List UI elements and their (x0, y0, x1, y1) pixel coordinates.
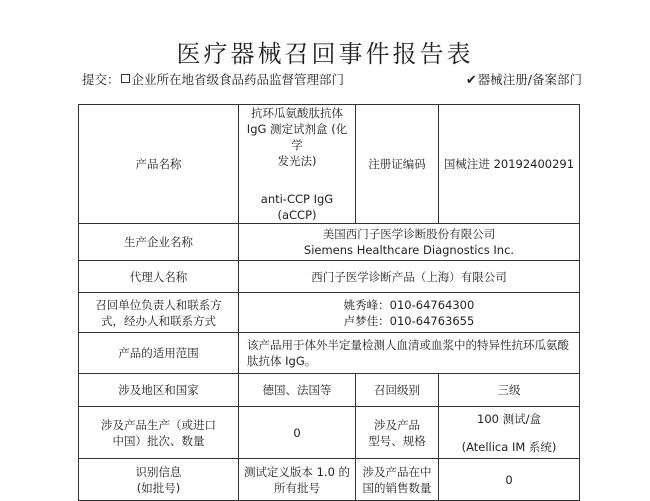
product-name-cn-line-1: 抗环瓜氨酸肽抗体 (251, 106, 343, 120)
sales-label-line-1: 涉及产品在中 (362, 464, 432, 479)
registration-number-label: 注册证编码 (356, 105, 439, 224)
contact-label-line-2: 式，经办人和联系方式 (101, 313, 216, 328)
region-label: 涉及地区和国家 (79, 374, 239, 407)
manufacturer-cn: 美国西门子医学诊断股份有限公司 (322, 227, 496, 241)
submit-line (82, 70, 344, 88)
scope-label: 产品的适用范围 (79, 333, 239, 374)
recall-level-label: 召回级别 (356, 374, 439, 407)
recall-report-table (78, 104, 580, 501)
contact-label (79, 293, 239, 333)
batch-label-line-2: 中国）批次、数量 (112, 433, 205, 448)
identification-label-line-1: 识别信息 (135, 464, 182, 479)
product-name-label: 产品名称 (79, 105, 239, 224)
table-row-product (79, 105, 580, 224)
product-name-cn-line-2: IgG 测定试剂盒 (化学 (246, 122, 348, 152)
contact-person-1: 姚秀峰：010-64764300 (343, 297, 475, 312)
agent-label: 代理人名称 (79, 261, 239, 293)
scope-value (239, 333, 580, 374)
checkbox-empty-icon[interactable] (121, 74, 130, 83)
manufacturer-label: 生产企业名称 (79, 224, 239, 261)
manufacturer-value (239, 224, 580, 261)
document-title: 医疗器械召回事件报告表 (176, 40, 474, 68)
submit-prefix: 提交： (82, 72, 120, 87)
model-label-line-2: 型号、规格 (368, 433, 426, 448)
table-row-region (79, 374, 580, 407)
batch-value: 0 (239, 407, 356, 459)
batch-label (79, 407, 239, 459)
product-name-cn-line-3: 发光法) (277, 154, 317, 168)
identification-label-line-2: (如批号) (136, 480, 181, 495)
submit-option-registration (466, 70, 582, 88)
spacer (443, 427, 575, 439)
table-row-manufacturer (79, 224, 580, 261)
model-value-line-1: 100 测试/盒 (477, 411, 541, 426)
recall-level-value: 三级 (439, 374, 580, 407)
table-row-identification (79, 459, 580, 501)
identification-value-line-2: 所有批号 (274, 480, 320, 495)
table-row-agent (79, 261, 580, 293)
region-value: 德国、法国等 (239, 374, 356, 407)
sales-value: 0 (439, 459, 580, 501)
model-value (439, 407, 580, 459)
sales-label (356, 459, 439, 501)
table-row-contact (79, 293, 580, 333)
manufacturer-en: Siemens Healthcare Diagnostics Inc. (303, 243, 515, 257)
contact-person-2: 卢梦佳：010-64763655 (343, 313, 475, 328)
contact-value (239, 293, 580, 333)
model-label-line-1: 涉及产品 (374, 417, 420, 432)
checkmark-icon[interactable]: ✔ (465, 73, 477, 88)
spacer (243, 169, 351, 191)
product-name-en: anti-CCP IgG (aCCP) (260, 192, 334, 222)
identification-label (79, 459, 239, 501)
identification-value (239, 459, 356, 501)
scope-value-line-2: 肽抗体 IgG。 (247, 354, 317, 368)
submit-option-provincial: 企业所在地省级食品药品监督管理部门 (131, 72, 345, 87)
sales-label-line-2: 国的销售数量 (362, 480, 432, 495)
product-name-value (239, 105, 356, 224)
contact-label-line-1: 召回单位负责人和联系方 (95, 297, 222, 312)
agent-value: 西门子医学诊断产品（上海）有限公司 (239, 261, 580, 293)
table-row-batch (79, 407, 580, 459)
table-row-scope (79, 333, 580, 374)
submit-option-registration-label: 器械注册/备案部门 (477, 72, 582, 87)
scope-value-line-1: 该产品用于体外半定量检测人血清或血浆中的特异性抗环瓜氨酸 (247, 338, 569, 352)
model-label (356, 407, 439, 459)
batch-label-line-1: 涉及产品生产（或进口 (101, 417, 216, 432)
identification-value-line-1: 测试定义版本 1.0 的 (243, 464, 351, 479)
registration-number-value: 国械注进 20192400291 (439, 105, 580, 224)
model-value-line-2: (Atellica IM 系统) (461, 439, 557, 454)
